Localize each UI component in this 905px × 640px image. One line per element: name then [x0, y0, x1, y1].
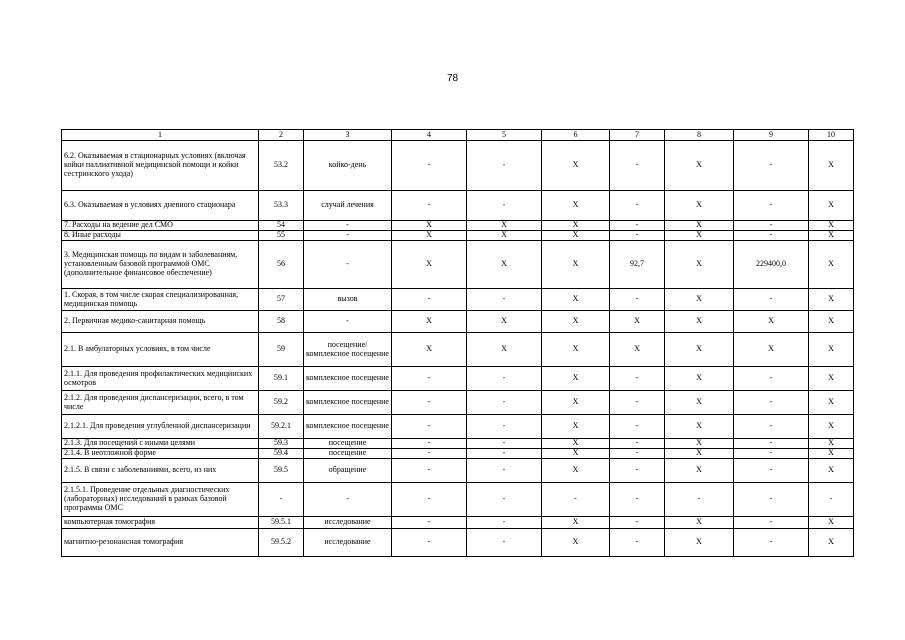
table-cell: X — [467, 333, 542, 367]
row-label-cell: 2.1.4. В неотложной форме — [62, 449, 259, 459]
table-cell: - — [304, 311, 392, 333]
table-cell: - — [392, 517, 467, 529]
table-cell: - — [610, 141, 665, 191]
table-row — [62, 439, 854, 449]
table-cell: X — [542, 439, 610, 449]
header-cell: 8 — [665, 130, 734, 141]
table-cell: X — [542, 231, 610, 241]
row-label-cell: 2.1.3. Для посещений с иными целями — [62, 439, 259, 449]
table-cell: X — [809, 449, 854, 459]
row-label-cell: 8. Иные расходы — [62, 231, 259, 241]
table-cell: - — [734, 191, 809, 221]
table-cell: 58 — [259, 311, 304, 333]
table-cell: X — [809, 241, 854, 289]
table-cell: X — [542, 529, 610, 557]
table-cell: 53.3 — [259, 191, 304, 221]
table-cell: - — [392, 391, 467, 415]
table-cell: X — [665, 391, 734, 415]
table-cell: 53.2 — [259, 141, 304, 191]
table-row — [62, 191, 854, 221]
row-label-cell: 2.1. В амбулаторных условиях, в том числе — [62, 333, 259, 367]
table-cell: X — [665, 333, 734, 367]
table-cell: - — [467, 289, 542, 311]
table-cell: X — [665, 517, 734, 529]
row-label-cell: магнитно-резонансная томография — [62, 529, 259, 557]
table-cell: - — [734, 439, 809, 449]
table-cell: - — [610, 289, 665, 311]
table-cell: 55 — [259, 231, 304, 241]
table-cell: исследование — [304, 529, 392, 557]
table-cell: - — [610, 221, 665, 231]
table-cell: 92,7 — [610, 241, 665, 289]
row-label-cell: 2.1.5.1. Проведение отдельных диагностических (лабораторных) исследований в рамках базовой программы ОМС — [62, 483, 259, 517]
table-cell: X — [809, 191, 854, 221]
table-cell: случай лечения — [304, 191, 392, 221]
header-cell: 6 — [542, 130, 610, 141]
table-cell: обращение — [304, 459, 392, 483]
table-cell: X — [665, 221, 734, 231]
row-label-cell: 6.3. Оказываемая в условиях дневного стационара — [62, 191, 259, 221]
table-cell: - — [467, 483, 542, 517]
table-cell: - — [734, 529, 809, 557]
table-row — [62, 529, 854, 557]
table-cell: X — [392, 333, 467, 367]
table-cell: 229400,0 — [734, 241, 809, 289]
table-cell: - — [809, 483, 854, 517]
table-cell: - — [665, 483, 734, 517]
table-cell: 59.3 — [259, 439, 304, 449]
table-cell: - — [467, 459, 542, 483]
table-cell: - — [734, 483, 809, 517]
table-cell: X — [610, 311, 665, 333]
table-row — [62, 221, 854, 231]
table-cell: 59.1 — [259, 367, 304, 391]
table-cell: X — [542, 415, 610, 439]
table-cell: - — [610, 529, 665, 557]
table-cell: - — [392, 529, 467, 557]
row-label-cell: компьютерная томография — [62, 517, 259, 529]
table-cell: 59 — [259, 333, 304, 367]
row-label-cell: 2.1.5. В связи с заболеваниями, всего, из них — [62, 459, 259, 483]
table-cell: - — [467, 439, 542, 449]
row-label-cell: 1. Скорая, в том числе скорая специализированная, медицинская помощь — [62, 289, 259, 311]
table-row — [62, 311, 854, 333]
table-row — [62, 459, 854, 483]
table-row — [62, 449, 854, 459]
table-cell: - — [392, 459, 467, 483]
table-cell: - — [392, 367, 467, 391]
header-cell: 4 — [392, 130, 467, 141]
table-cell: X — [809, 517, 854, 529]
table-cell: X — [665, 231, 734, 241]
table-cell: X — [542, 221, 610, 231]
table-cell: исследование — [304, 517, 392, 529]
table-cell: - — [734, 415, 809, 439]
table-cell: - — [392, 289, 467, 311]
table-cell: X — [665, 241, 734, 289]
table-cell: 56 — [259, 241, 304, 289]
table-cell: комплексное посещение — [304, 367, 392, 391]
table-cell: - — [392, 415, 467, 439]
table-cell: - — [610, 449, 665, 459]
table-cell: X — [467, 241, 542, 289]
table-cell: - — [467, 517, 542, 529]
table-cell: X — [665, 367, 734, 391]
table-cell: - — [610, 439, 665, 449]
table-cell: X — [665, 529, 734, 557]
table-cell: X — [542, 367, 610, 391]
table-cell: X — [610, 333, 665, 367]
table-cell: - — [734, 141, 809, 191]
table-cell: X — [392, 241, 467, 289]
page-number: 78 — [446, 73, 459, 84]
table-cell: - — [304, 483, 392, 517]
table-cell: - — [734, 517, 809, 529]
table-cell: X — [809, 231, 854, 241]
table-cell: 57 — [259, 289, 304, 311]
table-cell: - — [259, 483, 304, 517]
table-cell: X — [392, 311, 467, 333]
table-cell: X — [809, 221, 854, 231]
table-row — [62, 517, 854, 529]
table-cell: X — [542, 459, 610, 483]
table-cell: X — [809, 141, 854, 191]
table-row — [62, 241, 854, 289]
header-cell: 1 — [62, 130, 259, 141]
row-label-cell: 2.1.1. Для проведения профилактических медицинских осмотров — [62, 367, 259, 391]
row-label-cell: 2.1.2. Для проведения диспансеризации, всего, в том числе — [62, 391, 259, 415]
table-cell: 59.5 — [259, 459, 304, 483]
table-cell: 59.4 — [259, 449, 304, 459]
table-row — [62, 367, 854, 391]
table-cell: X — [392, 221, 467, 231]
table-cell: - — [467, 191, 542, 221]
table-cell: X — [809, 311, 854, 333]
table-cell: 59.5.2 — [259, 529, 304, 557]
table-cell: X — [665, 459, 734, 483]
table-cell: X — [542, 333, 610, 367]
table-cell: X — [542, 241, 610, 289]
table-cell: X — [467, 231, 542, 241]
table-cell: 59.5.1 — [259, 517, 304, 529]
table-cell: - — [304, 221, 392, 231]
table-row — [62, 289, 854, 311]
table-cell: X — [542, 311, 610, 333]
row-label-cell: 2. Первичная медико-санитарная помощь — [62, 311, 259, 333]
table-cell: посещение — [304, 449, 392, 459]
table-row — [62, 333, 854, 367]
table-row — [62, 141, 854, 191]
table-cell: - — [734, 221, 809, 231]
table-cell: - — [467, 141, 542, 191]
table-cell: - — [610, 391, 665, 415]
table-cell: X — [665, 311, 734, 333]
table-cell: вызов — [304, 289, 392, 311]
table-cell: - — [467, 449, 542, 459]
table-cell: X — [542, 191, 610, 221]
table-cell: X — [665, 191, 734, 221]
table-cell: X — [809, 439, 854, 449]
table-cell: X — [809, 289, 854, 311]
table-row — [62, 231, 854, 241]
table-cell: X — [542, 449, 610, 459]
row-label-cell: 7. Расходы на ведение дел СМО — [62, 221, 259, 231]
table-cell: X — [734, 311, 809, 333]
table-cell: - — [467, 529, 542, 557]
table-cell: X — [809, 529, 854, 557]
table-cell: посещение/ комплексное посещение — [304, 333, 392, 367]
table-cell: X — [665, 141, 734, 191]
table-cell: - — [392, 141, 467, 191]
table-cell: - — [734, 231, 809, 241]
table-cell: X — [467, 311, 542, 333]
table-cell: - — [392, 191, 467, 221]
table-cell: комплексное посещение — [304, 391, 392, 415]
table-cell: - — [467, 415, 542, 439]
table-cell: X — [809, 367, 854, 391]
table-cell: - — [392, 483, 467, 517]
header-cell: 3 — [304, 130, 392, 141]
table-cell: X — [392, 231, 467, 241]
table-cell: X — [467, 221, 542, 231]
table-cell: 59.2.1 — [259, 415, 304, 439]
header-cell: 7 — [610, 130, 665, 141]
table-cell: X — [665, 415, 734, 439]
header-cell: 9 — [734, 130, 809, 141]
header-cell: 5 — [467, 130, 542, 141]
table-row — [62, 483, 854, 517]
table-cell: - — [392, 439, 467, 449]
table-cell: - — [610, 483, 665, 517]
table-cell: X — [665, 449, 734, 459]
table-cell: - — [467, 391, 542, 415]
table-cell: - — [734, 449, 809, 459]
table-cell: - — [467, 367, 542, 391]
table-cell: - — [610, 459, 665, 483]
row-label-cell: 6.2. Оказываемая в стационарных условиях (включая койки паллиативной медицинской помощи и койки сестринского ухода) — [62, 141, 259, 191]
table-cell: - — [610, 191, 665, 221]
table-cell: X — [809, 415, 854, 439]
table-cell: посещение — [304, 439, 392, 449]
table-cell: - — [610, 517, 665, 529]
table-cell: X — [665, 289, 734, 311]
row-label-cell: 3. Медицинская помощь по видам и заболеваниям, установленным базовой программой ОМС (дополнительное финансовое обеспечение) — [62, 241, 259, 289]
table-cell: 54 — [259, 221, 304, 231]
table-cell: койко-день — [304, 141, 392, 191]
row-label-cell: 2.1.2.1. Для проведения углубленной диспансеризации — [62, 415, 259, 439]
table-cell: - — [734, 459, 809, 483]
data-table — [61, 129, 854, 557]
table-cell: X — [809, 459, 854, 483]
table-cell: X — [542, 289, 610, 311]
table-cell: - — [734, 391, 809, 415]
table-cell: X — [734, 333, 809, 367]
table-cell: - — [734, 289, 809, 311]
table-cell: - — [610, 231, 665, 241]
table-cell: - — [610, 415, 665, 439]
table-cell: X — [542, 517, 610, 529]
table-cell: X — [809, 333, 854, 367]
table-cell: X — [542, 141, 610, 191]
table-cell: - — [542, 483, 610, 517]
table-cell: - — [610, 367, 665, 391]
table-row — [62, 391, 854, 415]
table-cell: - — [304, 231, 392, 241]
header-cell: 10 — [809, 130, 854, 141]
table-row — [62, 415, 854, 439]
table-cell: X — [665, 439, 734, 449]
table-cell: - — [734, 367, 809, 391]
table-cell: - — [304, 241, 392, 289]
table-cell: X — [809, 391, 854, 415]
table-cell: X — [542, 391, 610, 415]
table-cell: - — [392, 449, 467, 459]
header-row — [62, 130, 854, 141]
table-cell: комплексное посещение — [304, 415, 392, 439]
header-cell: 2 — [259, 130, 304, 141]
table-cell: 59.2 — [259, 391, 304, 415]
